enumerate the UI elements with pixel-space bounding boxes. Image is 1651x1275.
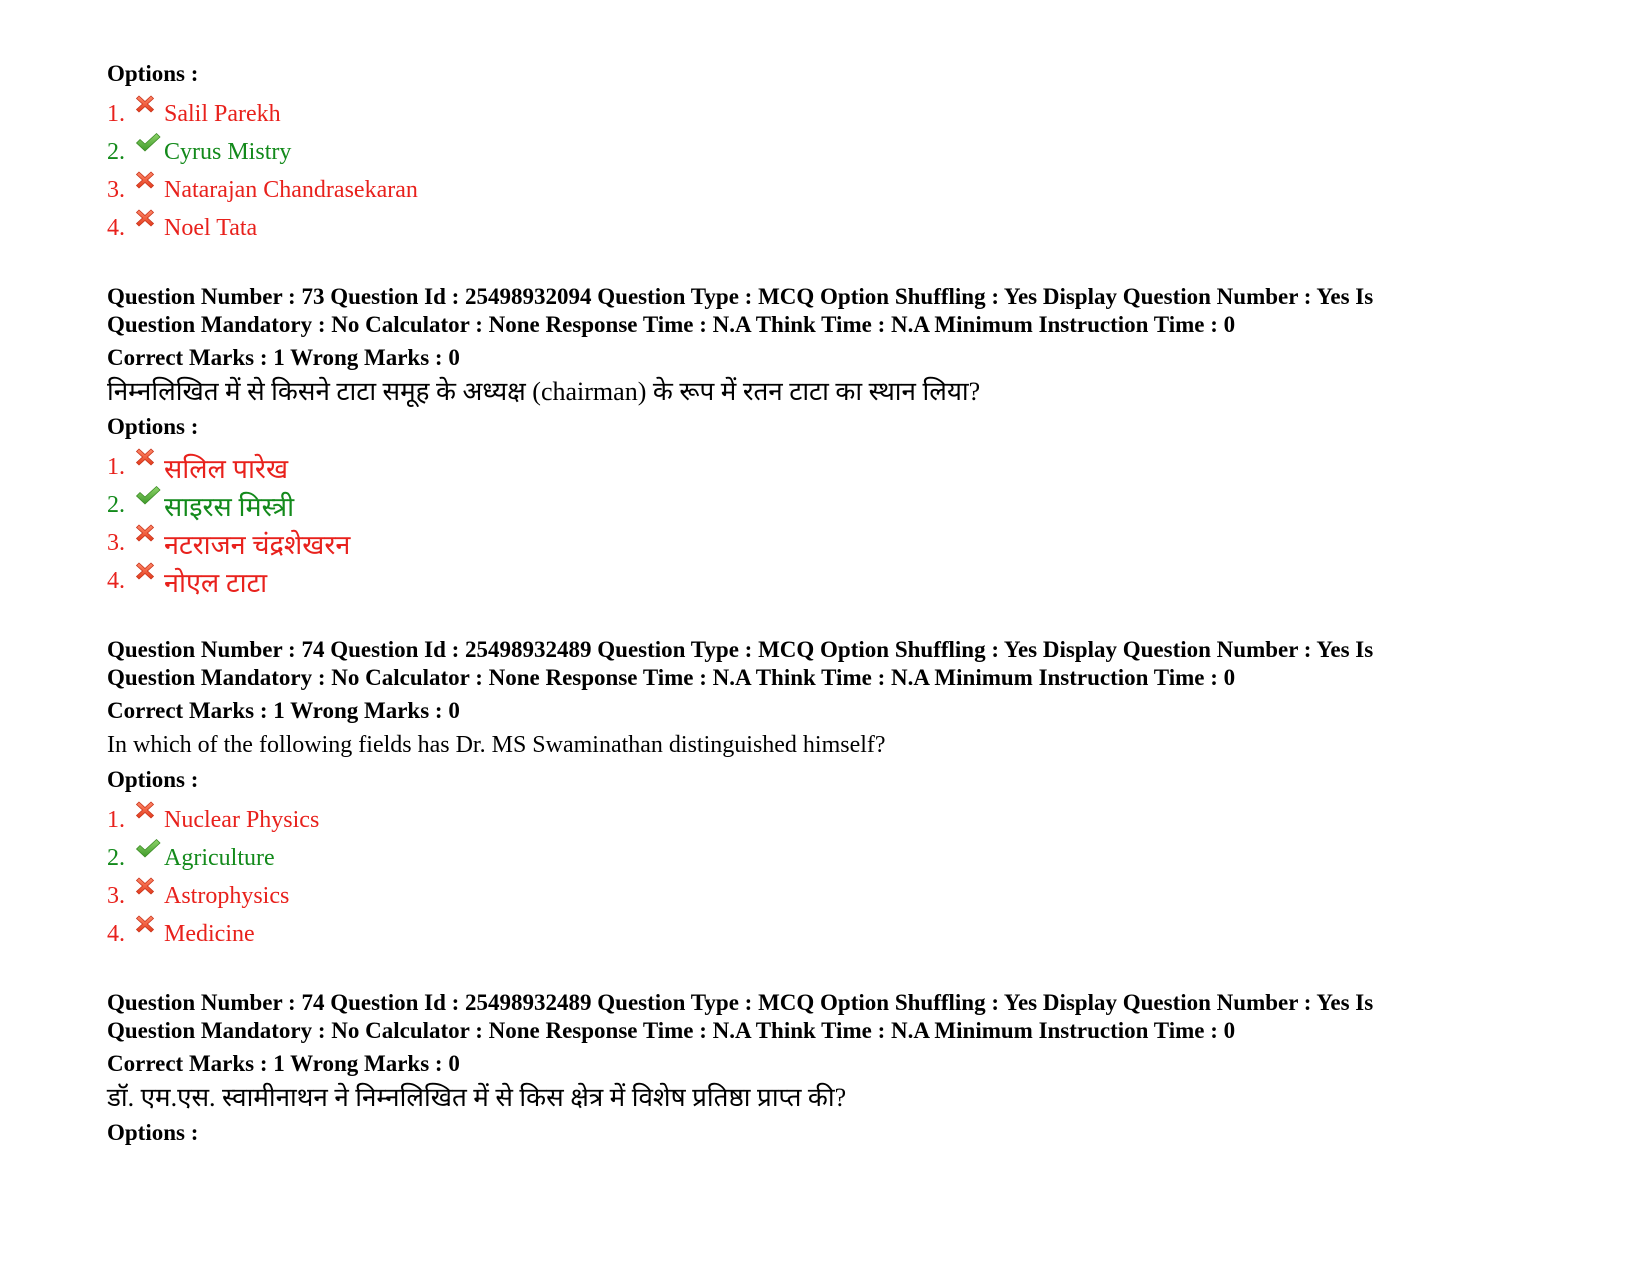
- options-label: Options :: [107, 414, 199, 439]
- option-number: 2.: [107, 491, 125, 518]
- question-meta-line-1: Question Number : 74 Question Id : 25498932489 Question Type : MCQ Option Shuffling : Yes Display Question Number : Yes Is: [107, 637, 1374, 662]
- option-text: Nuclear Physics: [164, 806, 320, 833]
- option-number: 2.: [107, 844, 125, 871]
- option-list: [107, 95, 1577, 247]
- cross-icon: [135, 561, 159, 585]
- option-list: [107, 801, 1577, 953]
- option-number: 3.: [107, 529, 125, 556]
- option-item: [107, 524, 1577, 562]
- question-74-english: [107, 636, 1577, 953]
- option-number: 1.: [107, 806, 125, 833]
- question-meta-line-1: Question Number : 73 Question Id : 25498932094 Question Type : MCQ Option Shuffling : Yes Display Question Number : Yes Is: [107, 284, 1374, 309]
- option-text: Natarajan Chandrasekaran: [164, 176, 418, 203]
- option-number: 2.: [107, 138, 125, 165]
- options-label: Options :: [107, 1120, 199, 1145]
- question-marks: Correct Marks : 1 Wrong Marks : 0: [107, 1051, 460, 1076]
- option-list: [107, 448, 1577, 600]
- question-meta: [107, 283, 1577, 339]
- cross-icon: [135, 523, 159, 547]
- option-number: 4.: [107, 214, 125, 241]
- question-text: डॉ. एम.एस. स्वामीनाथन ने निम्नलिखित में से किस क्षेत्र में विशेष प्रतिष्ठा प्राप्त की?: [107, 1083, 847, 1112]
- option-text: Noel Tata: [164, 214, 258, 241]
- option-number: 1.: [107, 453, 125, 480]
- check-icon: [135, 132, 159, 156]
- options-label: Options :: [107, 767, 199, 792]
- option-text: साइरस मिस्त्री: [164, 491, 295, 522]
- question-74-hindi: [107, 989, 1577, 1147]
- option-number: 3.: [107, 882, 125, 909]
- option-item: [107, 839, 1577, 877]
- question-meta-line-2: Question Mandatory : No Calculator : None Response Time : N.A Think Time : N.A Minimum Instruction Time : 0: [107, 1018, 1236, 1043]
- option-text: नोएल टाटा: [164, 567, 268, 598]
- question-meta-line-2: Question Mandatory : No Calculator : None Response Time : N.A Think Time : N.A Minimum Instruction Time : 0: [107, 312, 1236, 337]
- question-73: [107, 283, 1577, 600]
- option-number: 3.: [107, 176, 125, 203]
- option-number: 1.: [107, 100, 125, 127]
- option-item: [107, 448, 1577, 486]
- cross-icon: [135, 208, 159, 232]
- option-text: Medicine: [164, 920, 255, 947]
- option-text: सलिल पारेख: [164, 453, 289, 484]
- cross-icon: [135, 876, 159, 900]
- option-text: Astrophysics: [164, 882, 290, 909]
- cross-icon: [135, 800, 159, 824]
- option-item: [107, 801, 1577, 839]
- option-number: 4.: [107, 567, 125, 594]
- option-item: [107, 562, 1577, 600]
- question-marks: Correct Marks : 1 Wrong Marks : 0: [107, 345, 460, 370]
- options-label: Options :: [107, 61, 199, 86]
- check-icon: [135, 485, 159, 509]
- option-item: [107, 915, 1577, 953]
- option-text: नटराजन चंद्रशेखरन: [164, 529, 351, 560]
- option-item: [107, 133, 1577, 171]
- option-item: [107, 486, 1577, 524]
- question-meta-line-1: Question Number : 74 Question Id : 25498932489 Question Type : MCQ Option Shuffling : Yes Display Question Number : Yes Is: [107, 990, 1374, 1015]
- option-item: [107, 171, 1577, 209]
- option-item: [107, 209, 1577, 247]
- options-block-previous: [107, 60, 1577, 247]
- question-marks: Correct Marks : 1 Wrong Marks : 0: [107, 698, 460, 723]
- check-icon: [135, 838, 159, 862]
- option-text: Agriculture: [164, 844, 275, 871]
- question-text: निम्नलिखित में से किसने टाटा समूह के अध्यक्ष (chairman) के रूप में रतन टाटा का स्थान लिया?: [107, 377, 981, 406]
- option-item: [107, 877, 1577, 915]
- cross-icon: [135, 94, 159, 118]
- cross-icon: [135, 914, 159, 938]
- option-number: 4.: [107, 920, 125, 947]
- option-text: Salil Parekh: [164, 100, 281, 127]
- question-meta: [107, 989, 1577, 1045]
- question-meta: [107, 636, 1577, 692]
- question-meta-line-2: Question Mandatory : No Calculator : None Response Time : N.A Think Time : N.A Minimum Instruction Time : 0: [107, 665, 1236, 690]
- answer-key-page: [107, 60, 1577, 1147]
- option-text: Cyrus Mistry: [164, 138, 292, 165]
- cross-icon: [135, 447, 159, 471]
- cross-icon: [135, 170, 159, 194]
- option-item: [107, 95, 1577, 133]
- question-text: In which of the following fields has Dr. MS Swaminathan distinguished himself?: [107, 732, 886, 758]
